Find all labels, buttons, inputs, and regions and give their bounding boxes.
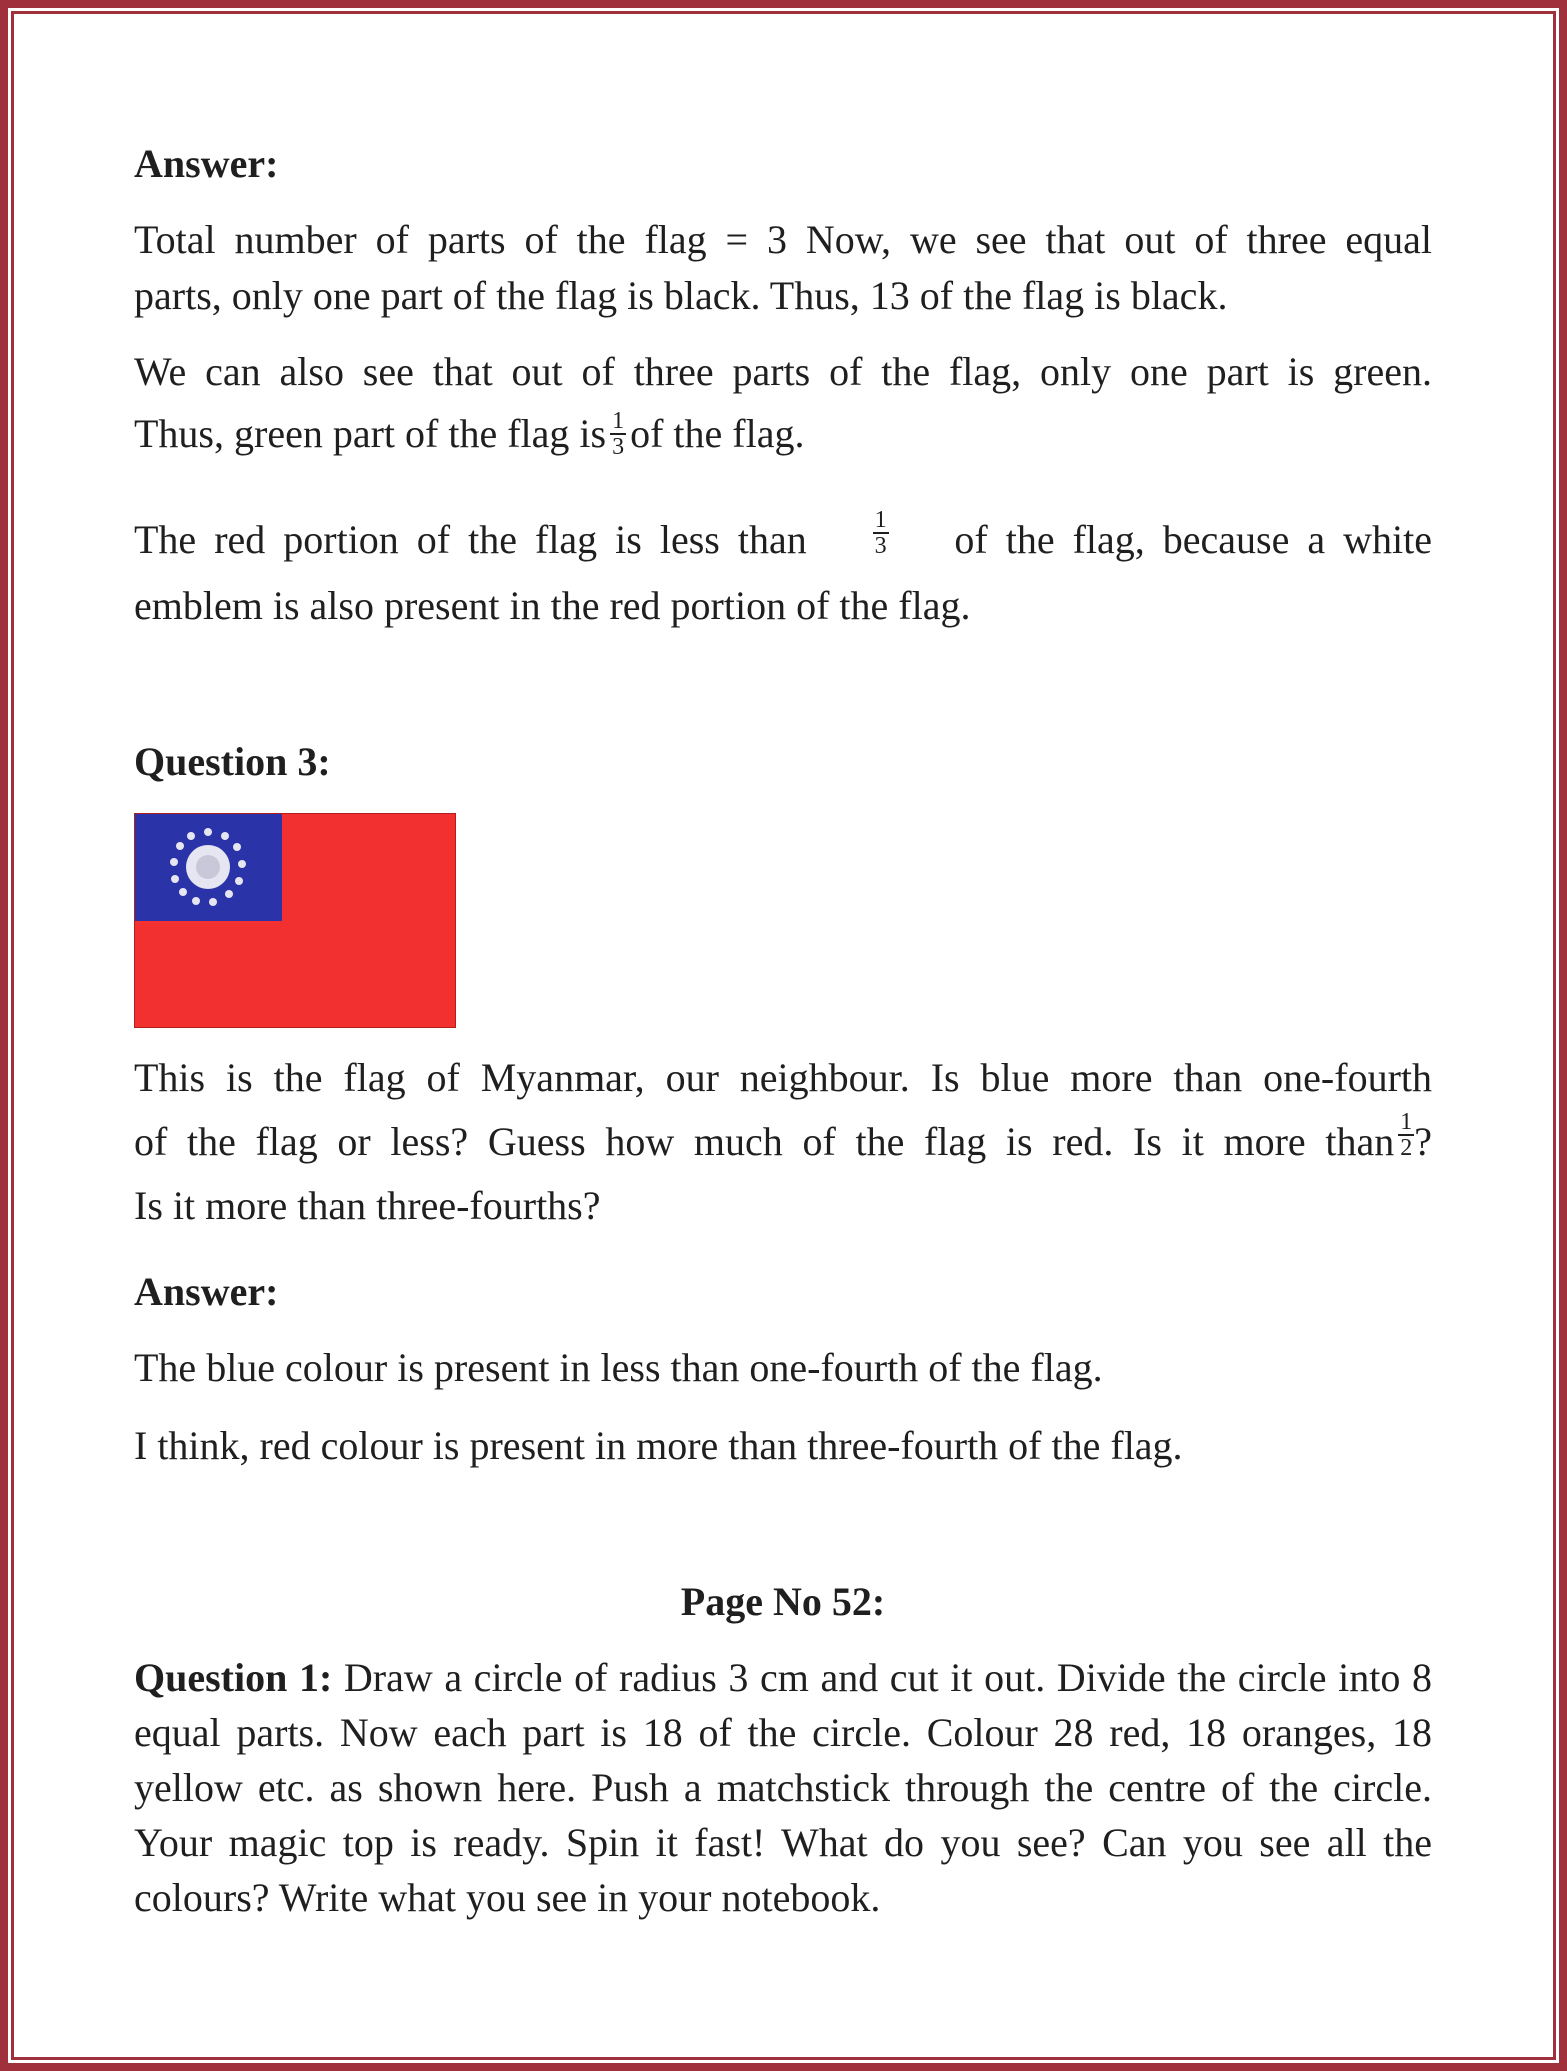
text-fragment: Thus, green part of the flag is: [134, 411, 607, 456]
fraction-one-third: [610, 409, 626, 459]
text-line: emblem is also present in the red portion of the flag.: [134, 583, 971, 628]
fraction-one-third: [873, 508, 889, 564]
page-52-heading: Page No 52:: [680, 1579, 886, 1624]
question-3-answer-line-2: I think, red colour is present in more than three-fourth of the flag.: [134, 1423, 1183, 1468]
text-line: Total number of parts of the flag = 3 Now, we see that out of three equal: [134, 217, 1432, 262]
text-fragment: of the flag, because a white: [954, 517, 1432, 562]
question-3-answer-heading: Answer:: [134, 1269, 279, 1314]
fraction-one-half: [1398, 1110, 1414, 1166]
text-line: We can also see that out of three parts of the flag, only one part is green.: [134, 349, 1432, 394]
text-fragment: of the flag or less? Guess how much of the flag is red. Is it more than: [134, 1119, 1395, 1164]
fraction-denominator: 2: [1400, 1135, 1413, 1161]
text-line: [134, 1109, 1432, 1170]
text-line: This is the flag of Myanmar, our neighbour. Is blue more than one-fourth: [134, 1055, 1432, 1100]
answer-paragraph-1: [134, 212, 1432, 324]
question-3-heading: Question 3:: [134, 739, 331, 784]
fraction-denominator: 3: [874, 533, 887, 559]
fraction-denominator: 3: [612, 433, 625, 460]
fraction-numerator: 1: [612, 407, 625, 434]
text-fragment: The red portion of the flag is less than: [134, 517, 807, 562]
answer-heading: Answer:: [134, 141, 279, 186]
text-line: [134, 507, 1432, 568]
flag-emblem-icon: [135, 814, 282, 921]
question-3-answer-line-1: The blue colour is present in less than one-fourth of the flag.: [134, 1345, 1103, 1390]
question-1-text: Draw a circle of radius 3 cm and cut it out. Divide the circle into 8 equal parts. Now each part is 18 of the circle. Colour 28 red, 18 oranges, 18 yellow etc. as shown here. Push a matchstick through the centre of the circle. Your magic top is ready. Spin it fast! What do you see? Can you see all the colours? Write what you see in your notebook.: [134, 1655, 1432, 1920]
flag-canton: [135, 814, 282, 921]
myanmar-flag-image: [134, 813, 456, 1028]
fraction-numerator: 1: [874, 507, 887, 533]
text-line: [134, 406, 1432, 463]
question-3-text: [134, 1050, 1432, 1234]
text-fragment: ?: [1414, 1119, 1432, 1164]
text-line: parts, only one part of the flag is black. Thus, 13 of the flag is black.: [134, 273, 1228, 318]
fraction-numerator: 1: [1400, 1109, 1413, 1135]
page-52-question-1: [134, 1650, 1432, 1925]
text-line: Is it more than three-fourths?: [134, 1183, 601, 1228]
answer-paragraph-3: [134, 507, 1432, 634]
text-fragment: of the flag.: [630, 411, 805, 456]
answer-paragraph-2: [134, 344, 1432, 463]
question-1-label: Question 1:: [134, 1655, 333, 1700]
